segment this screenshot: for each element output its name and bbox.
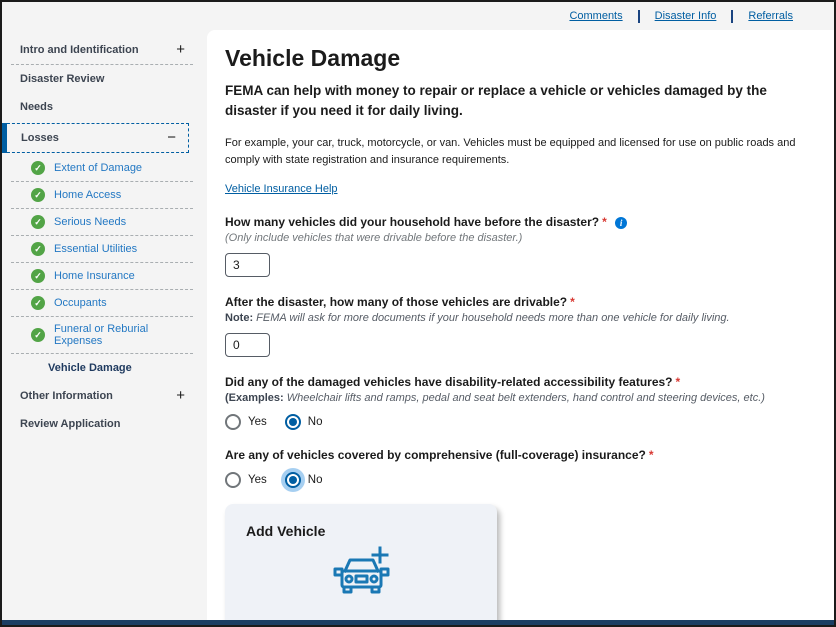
question-label (225, 448, 806, 462)
sidebar-item-label: Vehicle Damage (48, 362, 132, 374)
sidebar-item-review-application[interactable] (2, 410, 207, 438)
sidebar-nav (2, 30, 207, 620)
bottom-accent-bar (2, 620, 834, 625)
sidebar-item-losses-active[interactable] (2, 123, 189, 153)
sidebar-item-funeral-or-reburial-expenses[interactable] (2, 317, 207, 353)
sidebar-item-other-information[interactable] (2, 382, 207, 410)
question-label (225, 375, 806, 389)
info-icon[interactable]: i (615, 217, 627, 229)
sidebar-item-label: Funeral or Reburial Expenses (54, 323, 149, 347)
radio-label: Yes (248, 473, 267, 486)
sidebar-item-disaster-review[interactable] (2, 65, 207, 93)
complete-check-icon: ✓ (31, 328, 45, 342)
complete-check-icon: ✓ (31, 188, 45, 202)
radio-unselected-icon[interactable] (225, 414, 241, 430)
examples-prefix: (Examples: (225, 391, 284, 404)
sidebar-item-label: Losses (21, 132, 59, 144)
question-note (225, 312, 806, 324)
complete-check-icon: ✓ (31, 161, 45, 175)
radio-label: Yes (248, 415, 267, 428)
sidebar-item-label: Intro and Identification (20, 44, 139, 56)
accessibility-radio-yes[interactable] (225, 414, 267, 430)
question-hint: (Only include vehicles that were drivable before the disaster.) (225, 231, 523, 244)
radio-selected-focused-icon[interactable] (285, 472, 301, 488)
insurance-radio-yes[interactable] (225, 472, 267, 488)
complete-check-icon: ✓ (31, 296, 45, 310)
insurance-radio-no[interactable] (285, 472, 323, 488)
examples-text: Wheelchair lifts and ramps, pedal and seat belt extenders, hand control and steering devices, etc.) (283, 391, 765, 404)
sidebar-item-label: Serious Needs (54, 216, 127, 228)
sidebar-item-label: Other Information (20, 390, 113, 402)
radio-unselected-icon[interactable] (225, 472, 241, 488)
link-separator (638, 10, 640, 23)
expand-plus-icon[interactable]: + (176, 41, 185, 58)
sidebar-item-intro-and-identification[interactable] (2, 36, 207, 64)
sidebar-item-label: Extent of Damage (54, 162, 143, 174)
accessibility-radio-no[interactable] (285, 414, 323, 430)
radio-label: No (307, 473, 323, 486)
question-label-text: Did any of the damaged vehicles have disability-related accessibility features? (225, 374, 673, 389)
collapse-minus-icon[interactable]: − (167, 129, 176, 146)
car-plus-icon (329, 545, 393, 601)
sidebar-item-essential-utilities[interactable] (2, 236, 207, 262)
top-link-bar (2, 2, 834, 30)
add-vehicle-title: Add Vehicle (246, 522, 326, 539)
question-label-text: After the disaster, how many of those vehicles are drivable? (225, 294, 568, 309)
sidebar-item-extent-of-damage[interactable] (2, 155, 207, 181)
sidebar-item-serious-needs[interactable] (2, 209, 207, 235)
sidebar-item-home-access[interactable] (2, 182, 207, 208)
question-vehicles-before (225, 215, 806, 277)
referrals-link[interactable]: Referrals (748, 10, 793, 22)
complete-check-icon: ✓ (31, 269, 45, 283)
sidebar-item-vehicle-damage-current[interactable] (2, 354, 207, 382)
question-accessibility-features (225, 375, 806, 430)
accessibility-radio-group (225, 414, 806, 430)
sidebar-item-occupants[interactable] (2, 290, 207, 316)
main-panel (207, 30, 834, 620)
sidebar-item-home-insurance[interactable] (2, 263, 207, 289)
sidebar-item-label: Occupants (54, 297, 107, 309)
note-text: FEMA will ask for more documents if your household needs more than one vehicle for daily living. (253, 311, 730, 324)
note-prefix: Note: (225, 311, 254, 324)
add-vehicle-card[interactable] (225, 504, 497, 620)
question-label (225, 215, 806, 229)
sidebar-item-needs[interactable] (2, 93, 207, 121)
radio-label: No (307, 415, 323, 428)
required-asterisk: * (602, 214, 607, 229)
link-separator (731, 10, 733, 23)
vehicles-drivable-input[interactable] (225, 333, 270, 357)
question-vehicles-drivable (225, 295, 806, 357)
question-comprehensive-insurance (225, 448, 806, 488)
vehicles-before-input[interactable] (225, 253, 270, 277)
sidebar-item-label: Home Insurance (54, 270, 135, 282)
question-label-text: How many vehicles did your household have before the disaster? (225, 214, 600, 229)
insurance-radio-group (225, 472, 806, 488)
question-label-text: Are any of vehicles covered by comprehensive (full-coverage) insurance? (225, 447, 646, 462)
required-asterisk: * (648, 447, 654, 462)
sidebar-item-label: Disaster Review (20, 73, 105, 85)
question-label (225, 295, 806, 309)
radio-selected-icon[interactable] (285, 414, 301, 430)
complete-check-icon: ✓ (31, 242, 45, 256)
page-title: Vehicle Damage (225, 45, 401, 71)
page-description-text: For example, your car, truck, motorcycle, or van. Vehicles must be equipped and licensed for use on public roads and comply with state registration and insurance requirements. (225, 136, 796, 166)
sidebar-item-label: Home Access (54, 189, 122, 201)
required-asterisk: * (675, 374, 681, 389)
disaster-info-link[interactable]: Disaster Info (654, 10, 717, 22)
comments-link[interactable]: Comments (569, 10, 623, 22)
sidebar-item-label: Essential Utilities (54, 243, 138, 255)
vehicle-insurance-help-link[interactable]: Vehicle Insurance Help (225, 182, 338, 195)
page-lead-text: FEMA can help with money to repair or replace a vehicle or vehicles damaged by the disaster if you need it for daily living. (225, 83, 767, 119)
add-vehicle-icon-wrap (246, 545, 476, 601)
complete-check-icon: ✓ (31, 215, 45, 229)
sidebar-item-label: Needs (20, 101, 54, 113)
sidebar-item-label: Review Application (20, 418, 121, 430)
body-row (2, 30, 834, 620)
question-examples (225, 392, 806, 404)
required-asterisk: * (570, 294, 575, 309)
expand-plus-icon[interactable]: + (176, 387, 185, 404)
